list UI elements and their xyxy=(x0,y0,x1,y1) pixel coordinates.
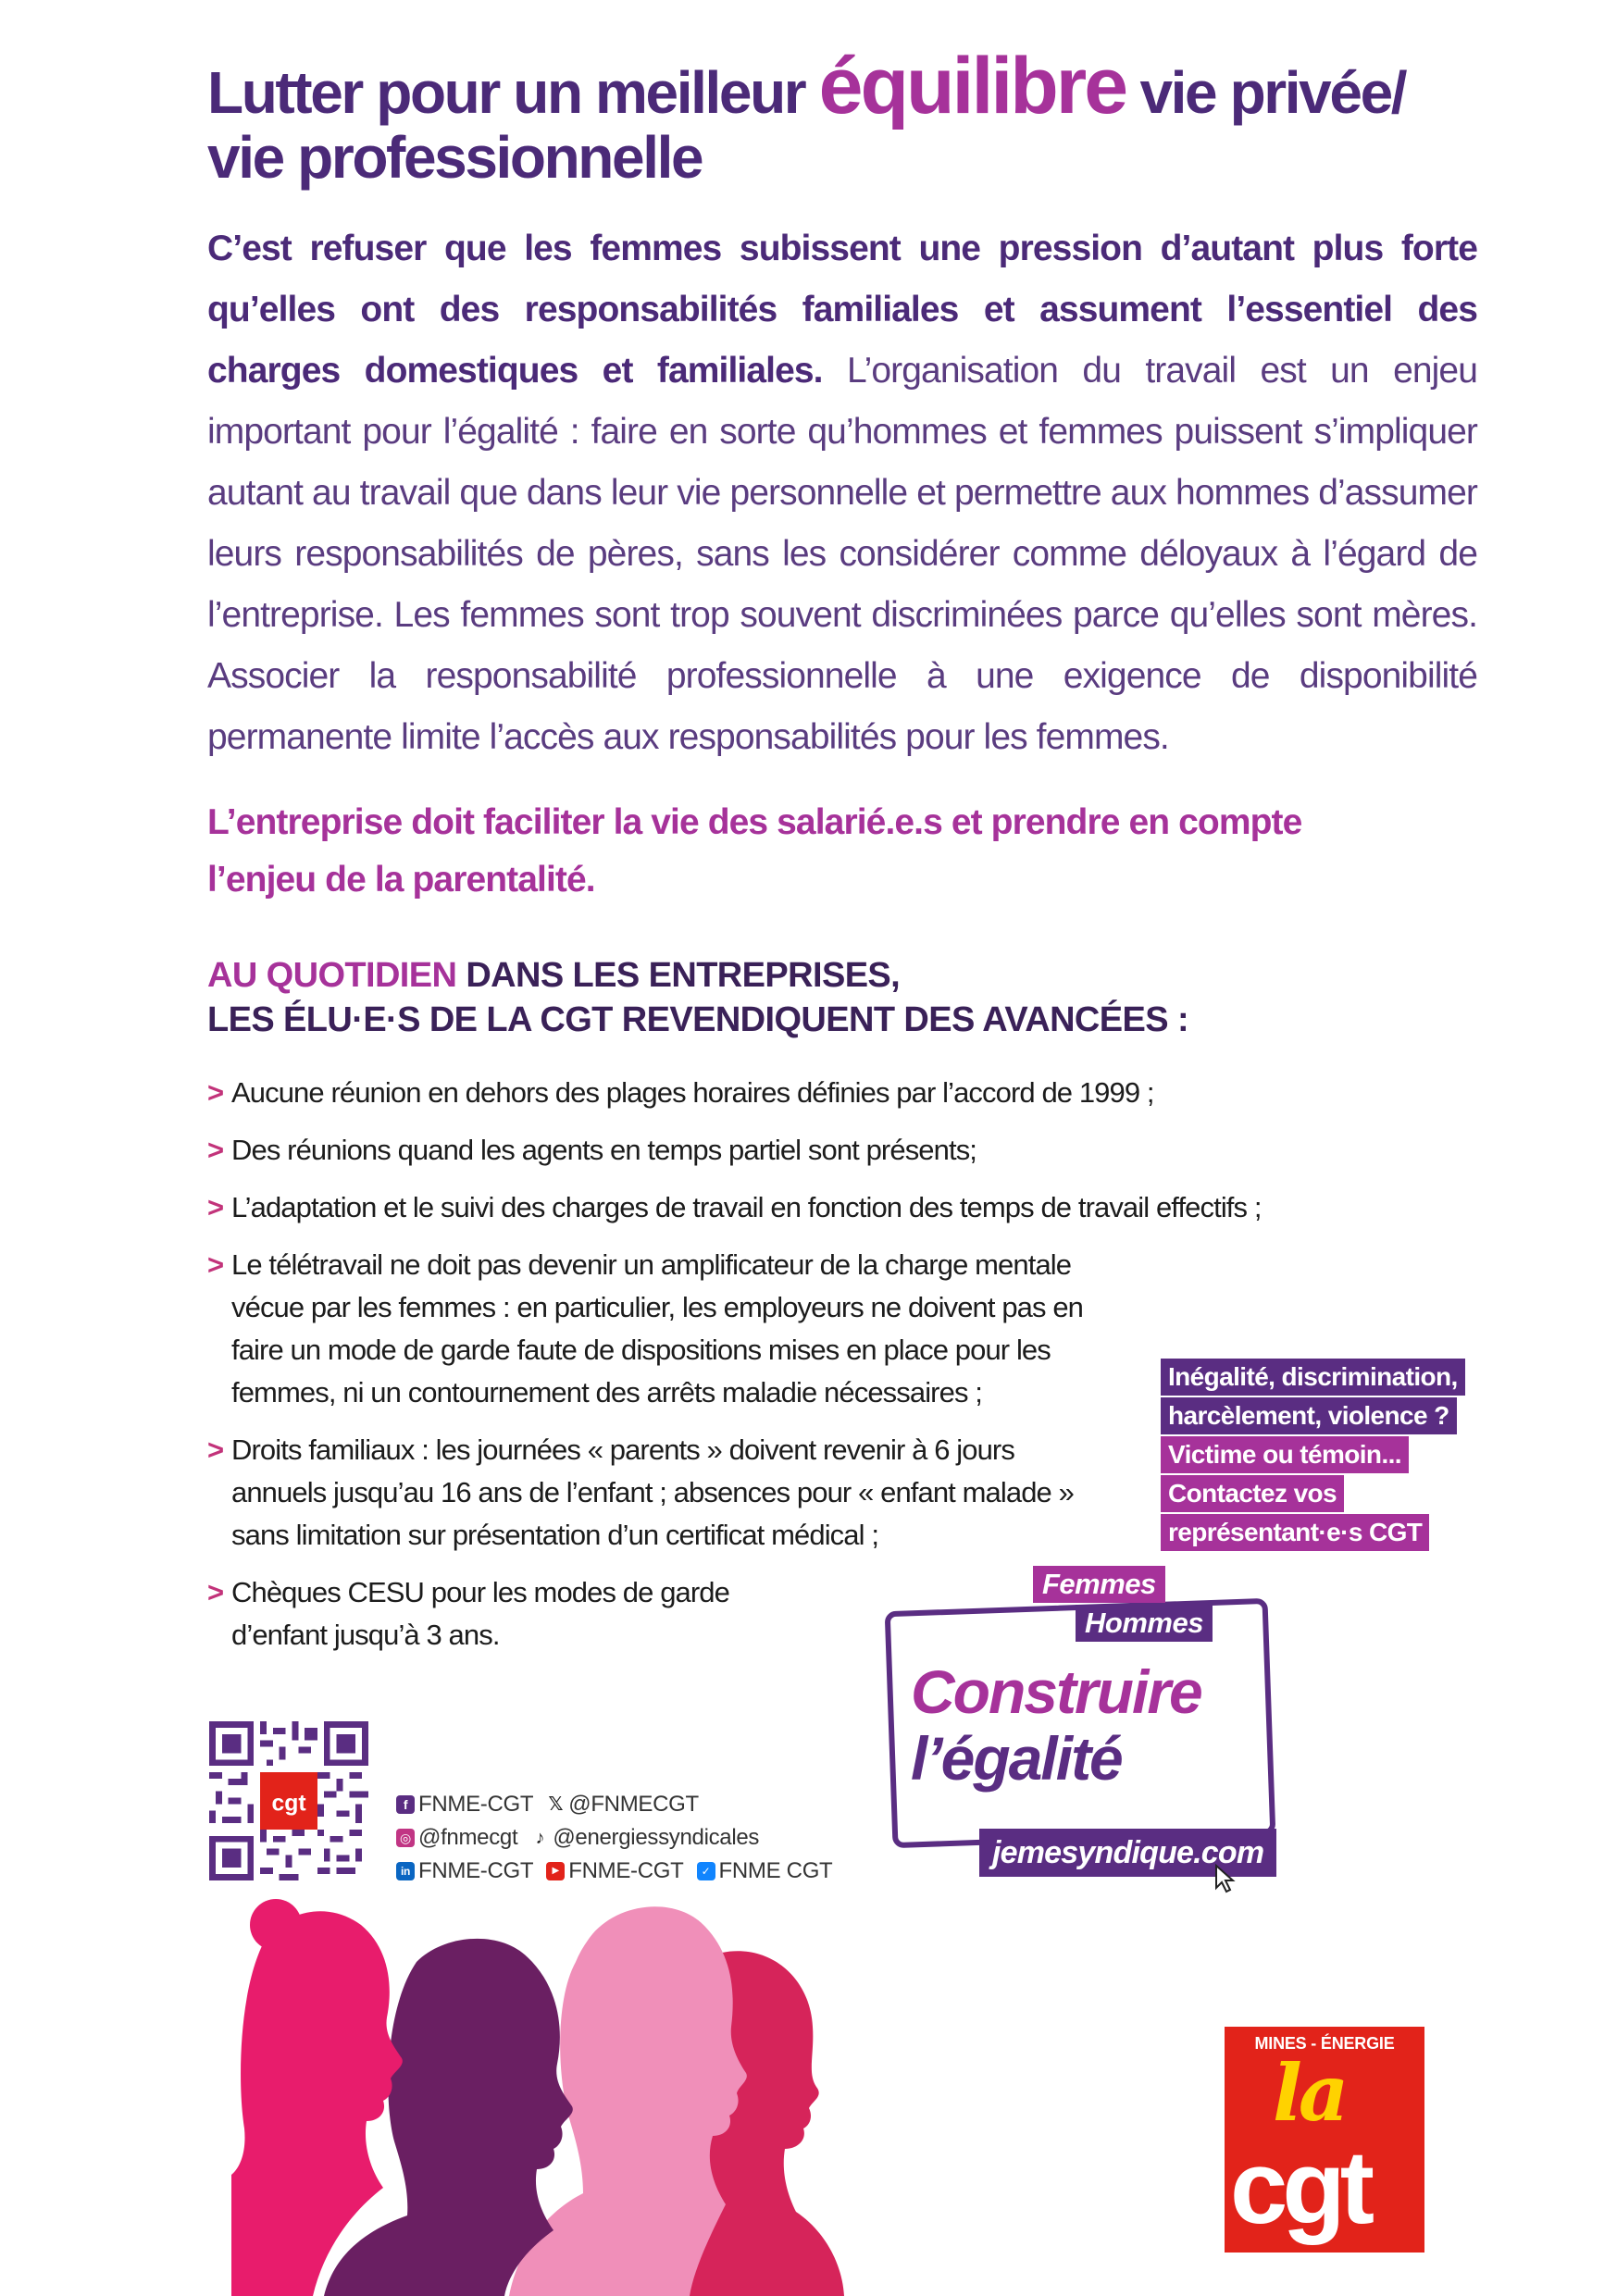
logo-hommes-tag: Hommes xyxy=(1076,1605,1213,1642)
instagram-icon: ◎ xyxy=(396,1829,415,1847)
intro-normal: L’organisation du travail est un enjeu important pour l’égalité : faire en sorte qu’hommes et femmes puissent s’impliquer autant au travail que dans leur vie personnelle et permettre aux hommes d’assumer leurs responsabilités de pères, sans les considérer comme déloyaux à l’égard de l’entreprise. Les femmes sont trop souvent discriminées parce qu’elles sont mères. Associer la responsabilité professionnelle à une exigence de disponibilité permanente limite l’accès aux responsabilités pour les femmes. xyxy=(207,351,1477,757)
bluesky-link[interactable] xyxy=(697,1855,833,1888)
x-handle: @FNMECGT xyxy=(568,1792,699,1817)
bullet-arrow-icon: > xyxy=(207,1191,224,1223)
list-item xyxy=(207,1244,1111,1414)
list-item xyxy=(207,1186,1448,1229)
page-title xyxy=(207,42,1503,191)
x-link[interactable] xyxy=(546,1788,699,1821)
bullet-arrow-icon: > xyxy=(207,1576,224,1608)
emphasis-statement xyxy=(207,794,1477,909)
instagram-handle: @fnmecgt xyxy=(418,1825,518,1850)
tiktok-icon: ♪ xyxy=(535,1828,545,1848)
logo-title xyxy=(911,1658,1201,1792)
title-line2: vie professionnelle xyxy=(207,124,703,191)
linkedin-icon: in xyxy=(396,1862,415,1880)
qr-logo-text: cgt xyxy=(271,1791,306,1817)
list-item-text: L’adaptation et le suivi des charges de travail en fonction des temps de travail effectifs ; xyxy=(231,1191,1262,1223)
list-item-text: Le télétravail ne doit pas devenir un amplificateur de la charge mentale vécue par les femmes : en particulier, les employeurs ne doivent pas en faire un mode de garde faute de dispositions mises en place pour les femmes, ni un contournement des arrêts maladie nécessaires ; xyxy=(231,1248,1084,1409)
cgt-logo-top: MINES - ÉNERGIE xyxy=(1254,2034,1395,2053)
jemesyndique-link[interactable]: jemesyndique.com xyxy=(979,1829,1276,1877)
linkedin-handle: FNME-CGT xyxy=(418,1858,534,1883)
list-item xyxy=(207,1072,1448,1114)
title-part2: vie privée/ xyxy=(1126,59,1406,126)
linkedin-link[interactable] xyxy=(396,1855,533,1888)
bullet-arrow-icon: > xyxy=(207,1248,224,1281)
title-accent: équilibre xyxy=(818,42,1126,130)
construire-egalite-logo xyxy=(874,1566,1300,1899)
cgt-mines-energie-logo xyxy=(1225,2027,1424,2253)
list-item-text: Des réunions quand les agents en temps partiel sont présents; xyxy=(231,1134,977,1166)
women-silhouettes-illustration xyxy=(231,1897,861,2296)
social-links xyxy=(396,1788,832,1888)
x-icon: 𝕏 xyxy=(548,1794,564,1815)
title-part1: Lutter pour un meilleur xyxy=(207,59,819,126)
section-line2: LES ÉLU·E·S DE LA CGT REVENDIQUENT DES AVANCÉES : xyxy=(207,1000,1189,1039)
bluesky-handle: FNME CGT xyxy=(718,1858,833,1883)
hair-bun xyxy=(250,1899,302,1951)
emphasis-line2: l’enjeu de la parentalité. xyxy=(207,860,595,900)
section-accent: AU QUOTIDIEN xyxy=(207,956,457,995)
tiktok-link[interactable] xyxy=(530,1821,759,1855)
emphasis-line1: L’entreprise doit faciliter la vie des salarié.e.s et prendre en compte xyxy=(207,802,1302,842)
qr-code[interactable] xyxy=(209,1721,368,1880)
facebook-link[interactable] xyxy=(396,1788,533,1821)
section-heading xyxy=(207,953,1188,1042)
list-item-text: Droits familiaux : les journées « parents » doivent revenir à 6 jours annuels jusqu’au 16 ans de l’enfant ; absences pour « enfant malade » sans limitation sur présentation d’un certificat médical ; xyxy=(231,1433,1074,1551)
tiktok-handle: @energiessyndicales xyxy=(553,1825,760,1850)
list-item-text: Aucune réunion en dehors des plages horaires définies par l’accord de 1999 ; xyxy=(231,1076,1154,1109)
bullet-arrow-icon: > xyxy=(207,1076,224,1109)
youtube-link[interactable] xyxy=(546,1855,683,1888)
list-item xyxy=(207,1129,1448,1172)
facebook-icon: f xyxy=(396,1795,415,1814)
youtube-icon: ▶ xyxy=(546,1862,565,1880)
list-item-text: Chèques CESU pour les modes de garde d’enfant jusqu’à 3 ans. xyxy=(231,1576,729,1651)
cgt-logo-word: cgt xyxy=(1230,2129,1369,2245)
list-item xyxy=(207,1429,1111,1557)
intro-bold: C’est refuser que les femmes subissent une pression d’autant plus forte qu’elles ont des responsabilités familiales et assument l’essentiel des charges domestiques et familiales. xyxy=(207,229,1477,391)
bluesky-icon: ✓ xyxy=(697,1862,715,1880)
instagram-link[interactable] xyxy=(396,1821,517,1855)
bullet-arrow-icon: > xyxy=(207,1433,224,1466)
infobox-line: harcèlement, violence ? xyxy=(1161,1397,1457,1434)
contact-infobox xyxy=(1161,1359,1494,1553)
facebook-handle: FNME-CGT xyxy=(418,1792,534,1817)
infobox-line: Contactez vos xyxy=(1161,1475,1344,1512)
logo-femmes-tag: Femmes xyxy=(1033,1566,1165,1603)
infobox-line: Victime ou témoin... xyxy=(1161,1436,1409,1473)
intro-paragraph xyxy=(207,218,1477,768)
youtube-handle: FNME-CGT xyxy=(568,1858,684,1883)
section-line1: DANS LES ENTREPRISES, xyxy=(456,956,901,995)
list-item xyxy=(207,1571,787,1657)
cgt-logo-la: la xyxy=(1273,2047,1346,2139)
cursor-icon xyxy=(1214,1864,1238,1893)
infobox-line: représentant·e·s CGT xyxy=(1161,1514,1429,1551)
infobox-line: Inégalité, discrimination, xyxy=(1161,1359,1465,1396)
logo-title-line1: Construire xyxy=(911,1657,1201,1726)
bullet-arrow-icon: > xyxy=(207,1134,224,1166)
logo-title-line2: l’égalité xyxy=(911,1724,1122,1793)
